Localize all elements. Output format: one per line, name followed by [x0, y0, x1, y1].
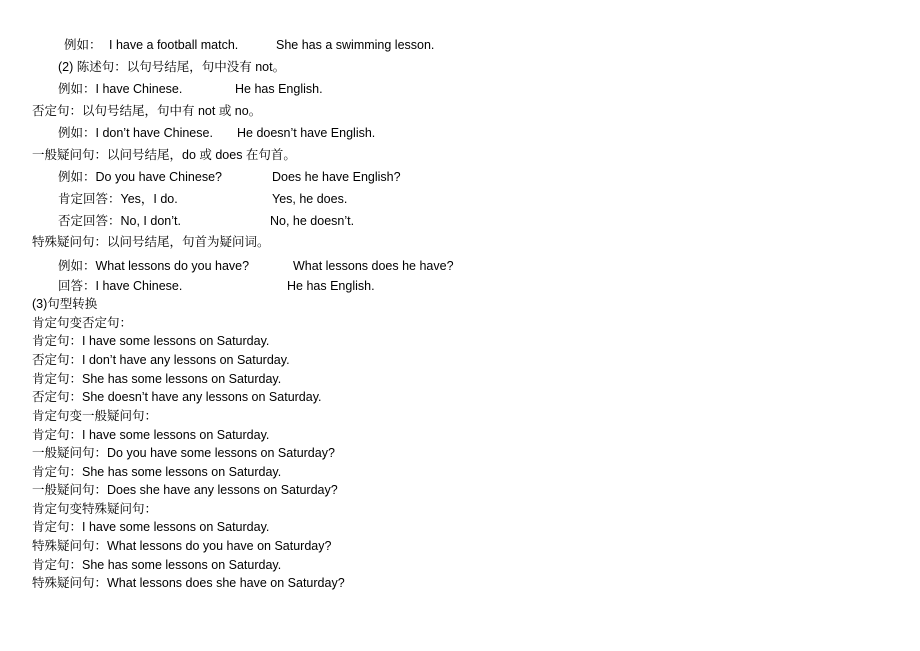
line-text: 特殊疑问句：以问号结尾，句首为疑问词。 [32, 235, 270, 249]
line-text: 例如：Do you have Chinese? [58, 170, 222, 184]
line-text: 否定句：She doesn’t have any lessons on Saturday. [32, 390, 322, 404]
line-text: He has English. [235, 82, 323, 96]
line-text: 肯定句变否定句： [32, 316, 133, 330]
line-text: 肯定句变特殊疑问句： [32, 502, 158, 516]
line-text: What lessons does he have? [293, 259, 454, 273]
line-text: 例如： [64, 38, 102, 52]
line-text: 肯定句：I have some lessons on Saturday. [32, 428, 270, 442]
line-text: 回答：I have Chinese. [58, 279, 183, 293]
line-text: 例如：What lessons do you have? [58, 259, 250, 273]
line-text: 肯定句：She has some lessons on Saturday. [32, 558, 282, 572]
line-text: Does he have English? [272, 170, 401, 184]
line-text: (2) 陈述句：以句号结尾，句中没有 not。 [58, 60, 286, 74]
line-text: 肯定句：I have some lessons on Saturday. [32, 520, 270, 534]
line-text: 否定句：I don’t have any lessons on Saturday. [32, 353, 290, 367]
line-text: He has English. [287, 279, 375, 293]
line-text: 肯定句变一般疑问句： [32, 409, 158, 423]
line-text: No, he doesn’t. [270, 214, 355, 228]
line-text: 肯定句：I have some lessons on Saturday. [32, 334, 270, 348]
line-text: 特殊疑问句：What lessons does she have on Saturday? [32, 576, 345, 590]
line-text: 例如：I don’t have Chinese. [58, 126, 213, 140]
line-text: She has a swimming lesson. [276, 38, 435, 52]
line-text: 例如：I have Chinese. [58, 82, 183, 96]
line-text: 一般疑问句：Do you have some lessons on Saturday? [32, 446, 335, 460]
line-text: 否定句：以句号结尾，句中有 not 或 no。 [32, 104, 262, 118]
line-text: 一般疑问句：以问号结尾，do 或 does 在句首。 [32, 148, 296, 162]
line-text: He doesn’t have English. [237, 126, 376, 140]
line-text: 肯定回答：Yes，I do. [58, 192, 178, 206]
line-text: 否定回答：No, I don’t. [58, 214, 181, 228]
line-text: Yes, he does. [272, 192, 348, 206]
line-text: I have a football match. [109, 38, 239, 52]
line-text: 肯定句：She has some lessons on Saturday. [32, 372, 282, 386]
line-text: 一般疑问句：Does she have any lessons on Saturday? [32, 483, 338, 497]
line-text: 肯定句：She has some lessons on Saturday. [32, 465, 282, 479]
line-text: 特殊疑问句：What lessons do you have on Saturday? [32, 539, 332, 553]
line-text: (3)句型转换 [32, 297, 98, 311]
